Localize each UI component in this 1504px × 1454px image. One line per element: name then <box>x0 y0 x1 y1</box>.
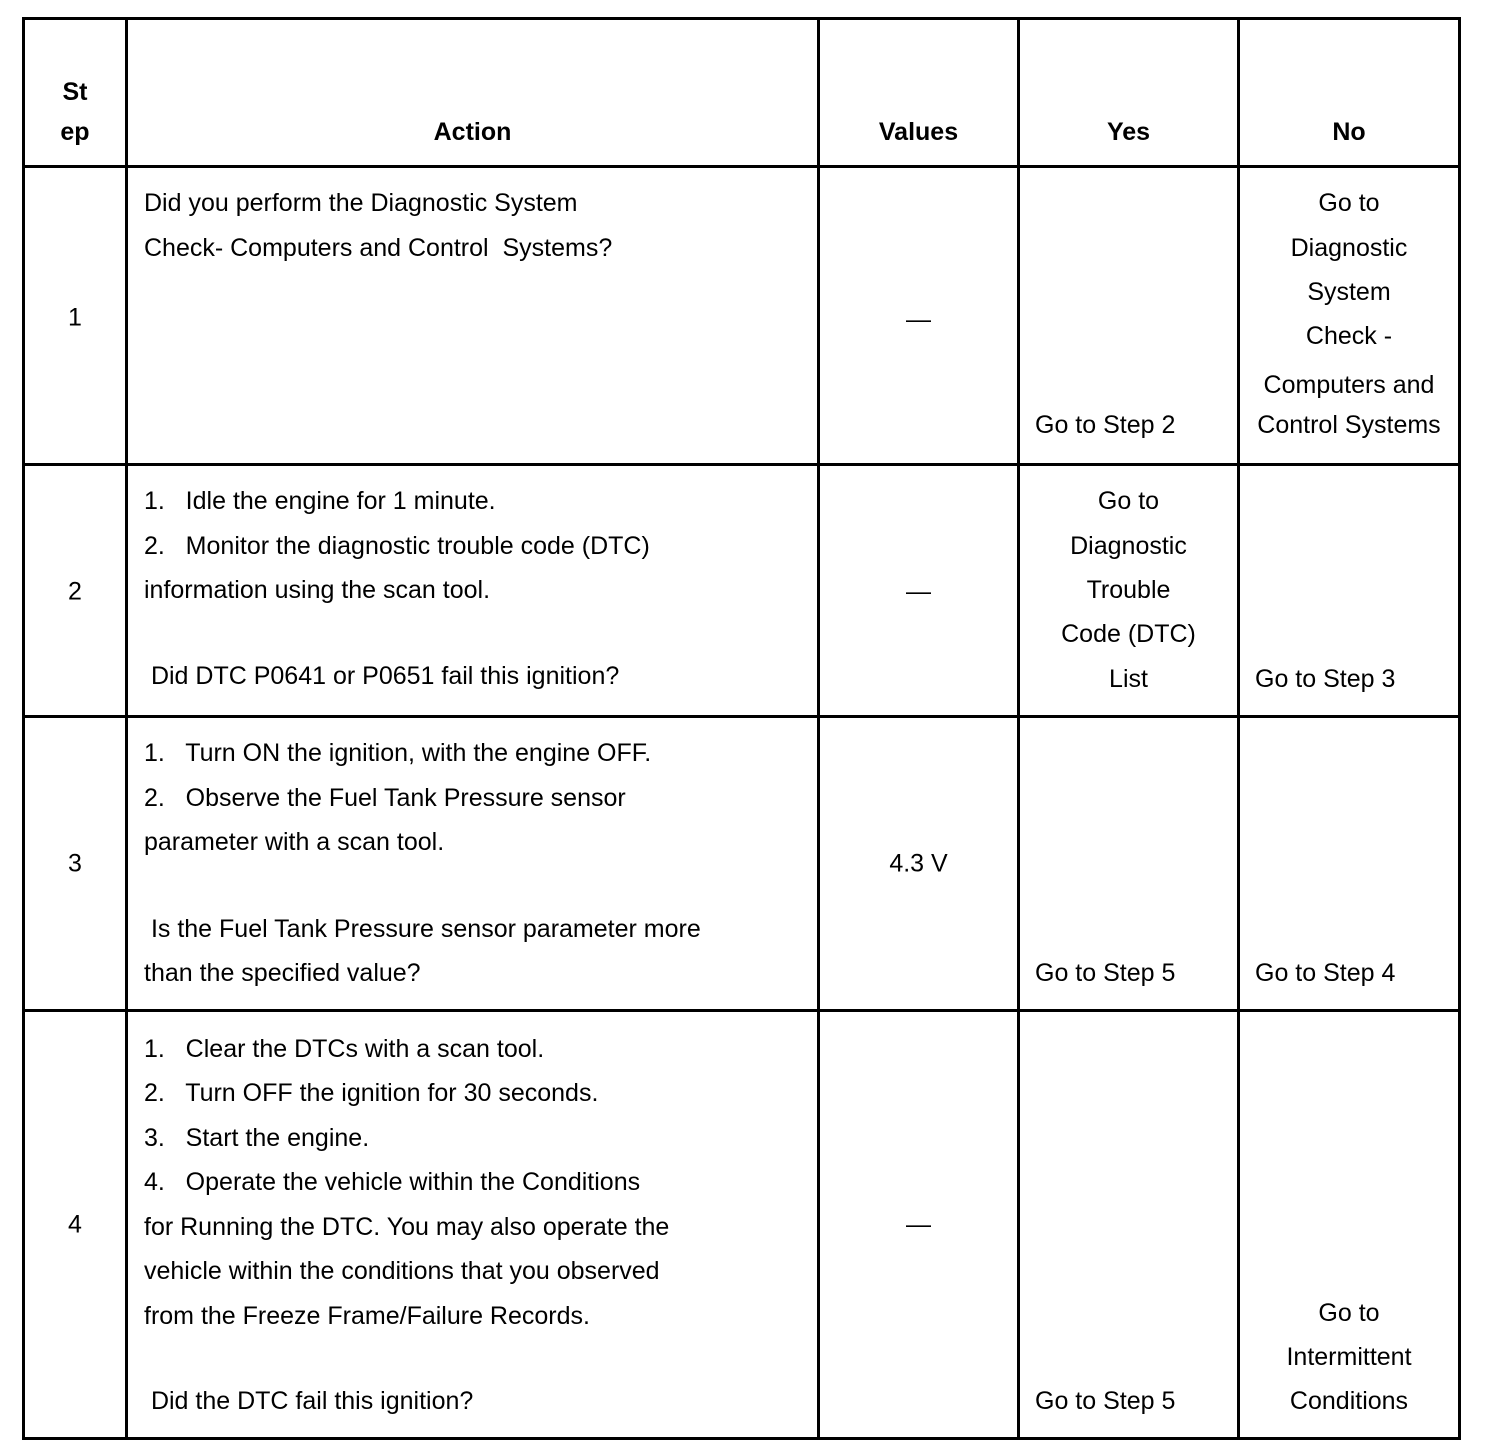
no-line: Conditions <box>1289 1387 1409 1415</box>
step-cell <box>24 717 127 1011</box>
action-line: 3. Start the engine. <box>144 1124 370 1152</box>
no-line: Go to <box>1318 1299 1380 1327</box>
no-line: Go to Step 4 <box>1255 959 1396 987</box>
step-number: 2 <box>68 577 82 606</box>
step-cell <box>24 167 127 465</box>
action-cell <box>127 465 819 717</box>
action-line: Check- Computers and Control Systems? <box>144 234 613 262</box>
header-values-label: Values <box>878 118 959 146</box>
action-line: Did the DTC fail this ignition? <box>144 1387 474 1415</box>
no-cell <box>1239 465 1460 717</box>
yes-line: List <box>1109 665 1148 693</box>
no-cell <box>1239 1011 1460 1439</box>
action-line: 4. Operate the vehicle within the Conditions <box>144 1168 641 1196</box>
yes-cell <box>1019 167 1239 465</box>
value-text: — <box>906 305 931 334</box>
action-line: vehicle within the conditions that you observed <box>144 1257 660 1285</box>
action-line: Did DTC P0641 or P0651 fail this ignition? <box>144 662 620 690</box>
action-cell <box>127 717 819 1011</box>
yes-cell <box>1019 717 1239 1011</box>
header-row <box>24 19 1460 167</box>
table-row <box>24 717 1460 1011</box>
action-line: 1. Idle the engine for 1 minute. <box>144 487 496 515</box>
values-cell <box>819 717 1019 1011</box>
no-cell <box>1239 167 1460 465</box>
yes-line: Diagnostic <box>1070 532 1187 560</box>
header-action <box>127 19 819 167</box>
table-row <box>24 465 1460 717</box>
no-line: Go to Step 3 <box>1255 665 1396 693</box>
header-step-line-2: ep <box>60 118 90 146</box>
yes-line: Code (DTC) <box>1061 620 1196 648</box>
action-line: Is the Fuel Tank Pressure sensor parameter more <box>144 915 701 943</box>
header-step <box>24 19 127 167</box>
yes-cell <box>1019 465 1239 717</box>
action-line: information using the scan tool. <box>144 576 491 604</box>
yes-line: Trouble <box>1086 576 1171 604</box>
action-line: Did you perform the Diagnostic System <box>144 189 578 217</box>
no-line: Go to <box>1318 189 1380 217</box>
yes-cell <box>1019 1011 1239 1439</box>
yes-line: Go to Step 5 <box>1035 959 1176 987</box>
values-cell <box>819 1011 1019 1439</box>
step-cell <box>24 1011 127 1439</box>
action-line: than the specified value? <box>144 959 421 987</box>
step-number: 1 <box>68 303 82 332</box>
step-cell <box>24 465 127 717</box>
table-row <box>24 167 1460 465</box>
diagnostic-table <box>22 17 1461 1440</box>
values-cell <box>819 465 1019 717</box>
no-line: System <box>1307 278 1391 306</box>
no-cell <box>1239 717 1460 1011</box>
action-line: for Running the DTC. You may also operate the <box>144 1213 670 1241</box>
no-line: Diagnostic <box>1290 234 1408 262</box>
action-line: 2. Turn OFF the ignition for 30 seconds. <box>144 1079 599 1107</box>
action-line: 2. Observe the Fuel Tank Pressure sensor <box>144 784 626 812</box>
header-no <box>1239 19 1460 167</box>
values-cell <box>819 167 1019 465</box>
action-line: 2. Monitor the diagnostic trouble code (DTC) <box>144 532 650 560</box>
value-text: 4.3 V <box>889 849 948 878</box>
header-no-label: No <box>1332 118 1366 146</box>
action-line: from the Freeze Frame/Failure Records. <box>144 1302 590 1330</box>
header-action-label: Action <box>433 118 512 146</box>
header-yes <box>1019 19 1239 167</box>
yes-line: Go to Step 5 <box>1035 1387 1176 1415</box>
no-line: Control Systems <box>1257 411 1441 439</box>
value-text: — <box>906 1210 931 1239</box>
yes-line: Go to <box>1097 487 1160 515</box>
step-number: 4 <box>68 1210 82 1239</box>
header-yes-label: Yes <box>1106 118 1151 146</box>
action-cell <box>127 1011 819 1439</box>
action-line: 1. Turn ON the ignition, with the engine OFF. <box>144 739 652 767</box>
action-cell <box>127 167 819 465</box>
action-line: parameter with a scan tool. <box>144 828 445 856</box>
table-row <box>24 1011 1460 1439</box>
value-text: — <box>906 577 931 606</box>
header-step-line-1: St <box>62 78 88 106</box>
no-line: Check - <box>1305 322 1393 350</box>
action-line: 1. Clear the DTCs with a scan tool. <box>144 1035 545 1063</box>
step-number: 3 <box>68 849 82 878</box>
no-line: Intermittent <box>1286 1343 1412 1371</box>
header-values <box>819 19 1019 167</box>
yes-line: Go to Step 2 <box>1035 411 1176 439</box>
no-line: Computers and <box>1263 371 1435 399</box>
